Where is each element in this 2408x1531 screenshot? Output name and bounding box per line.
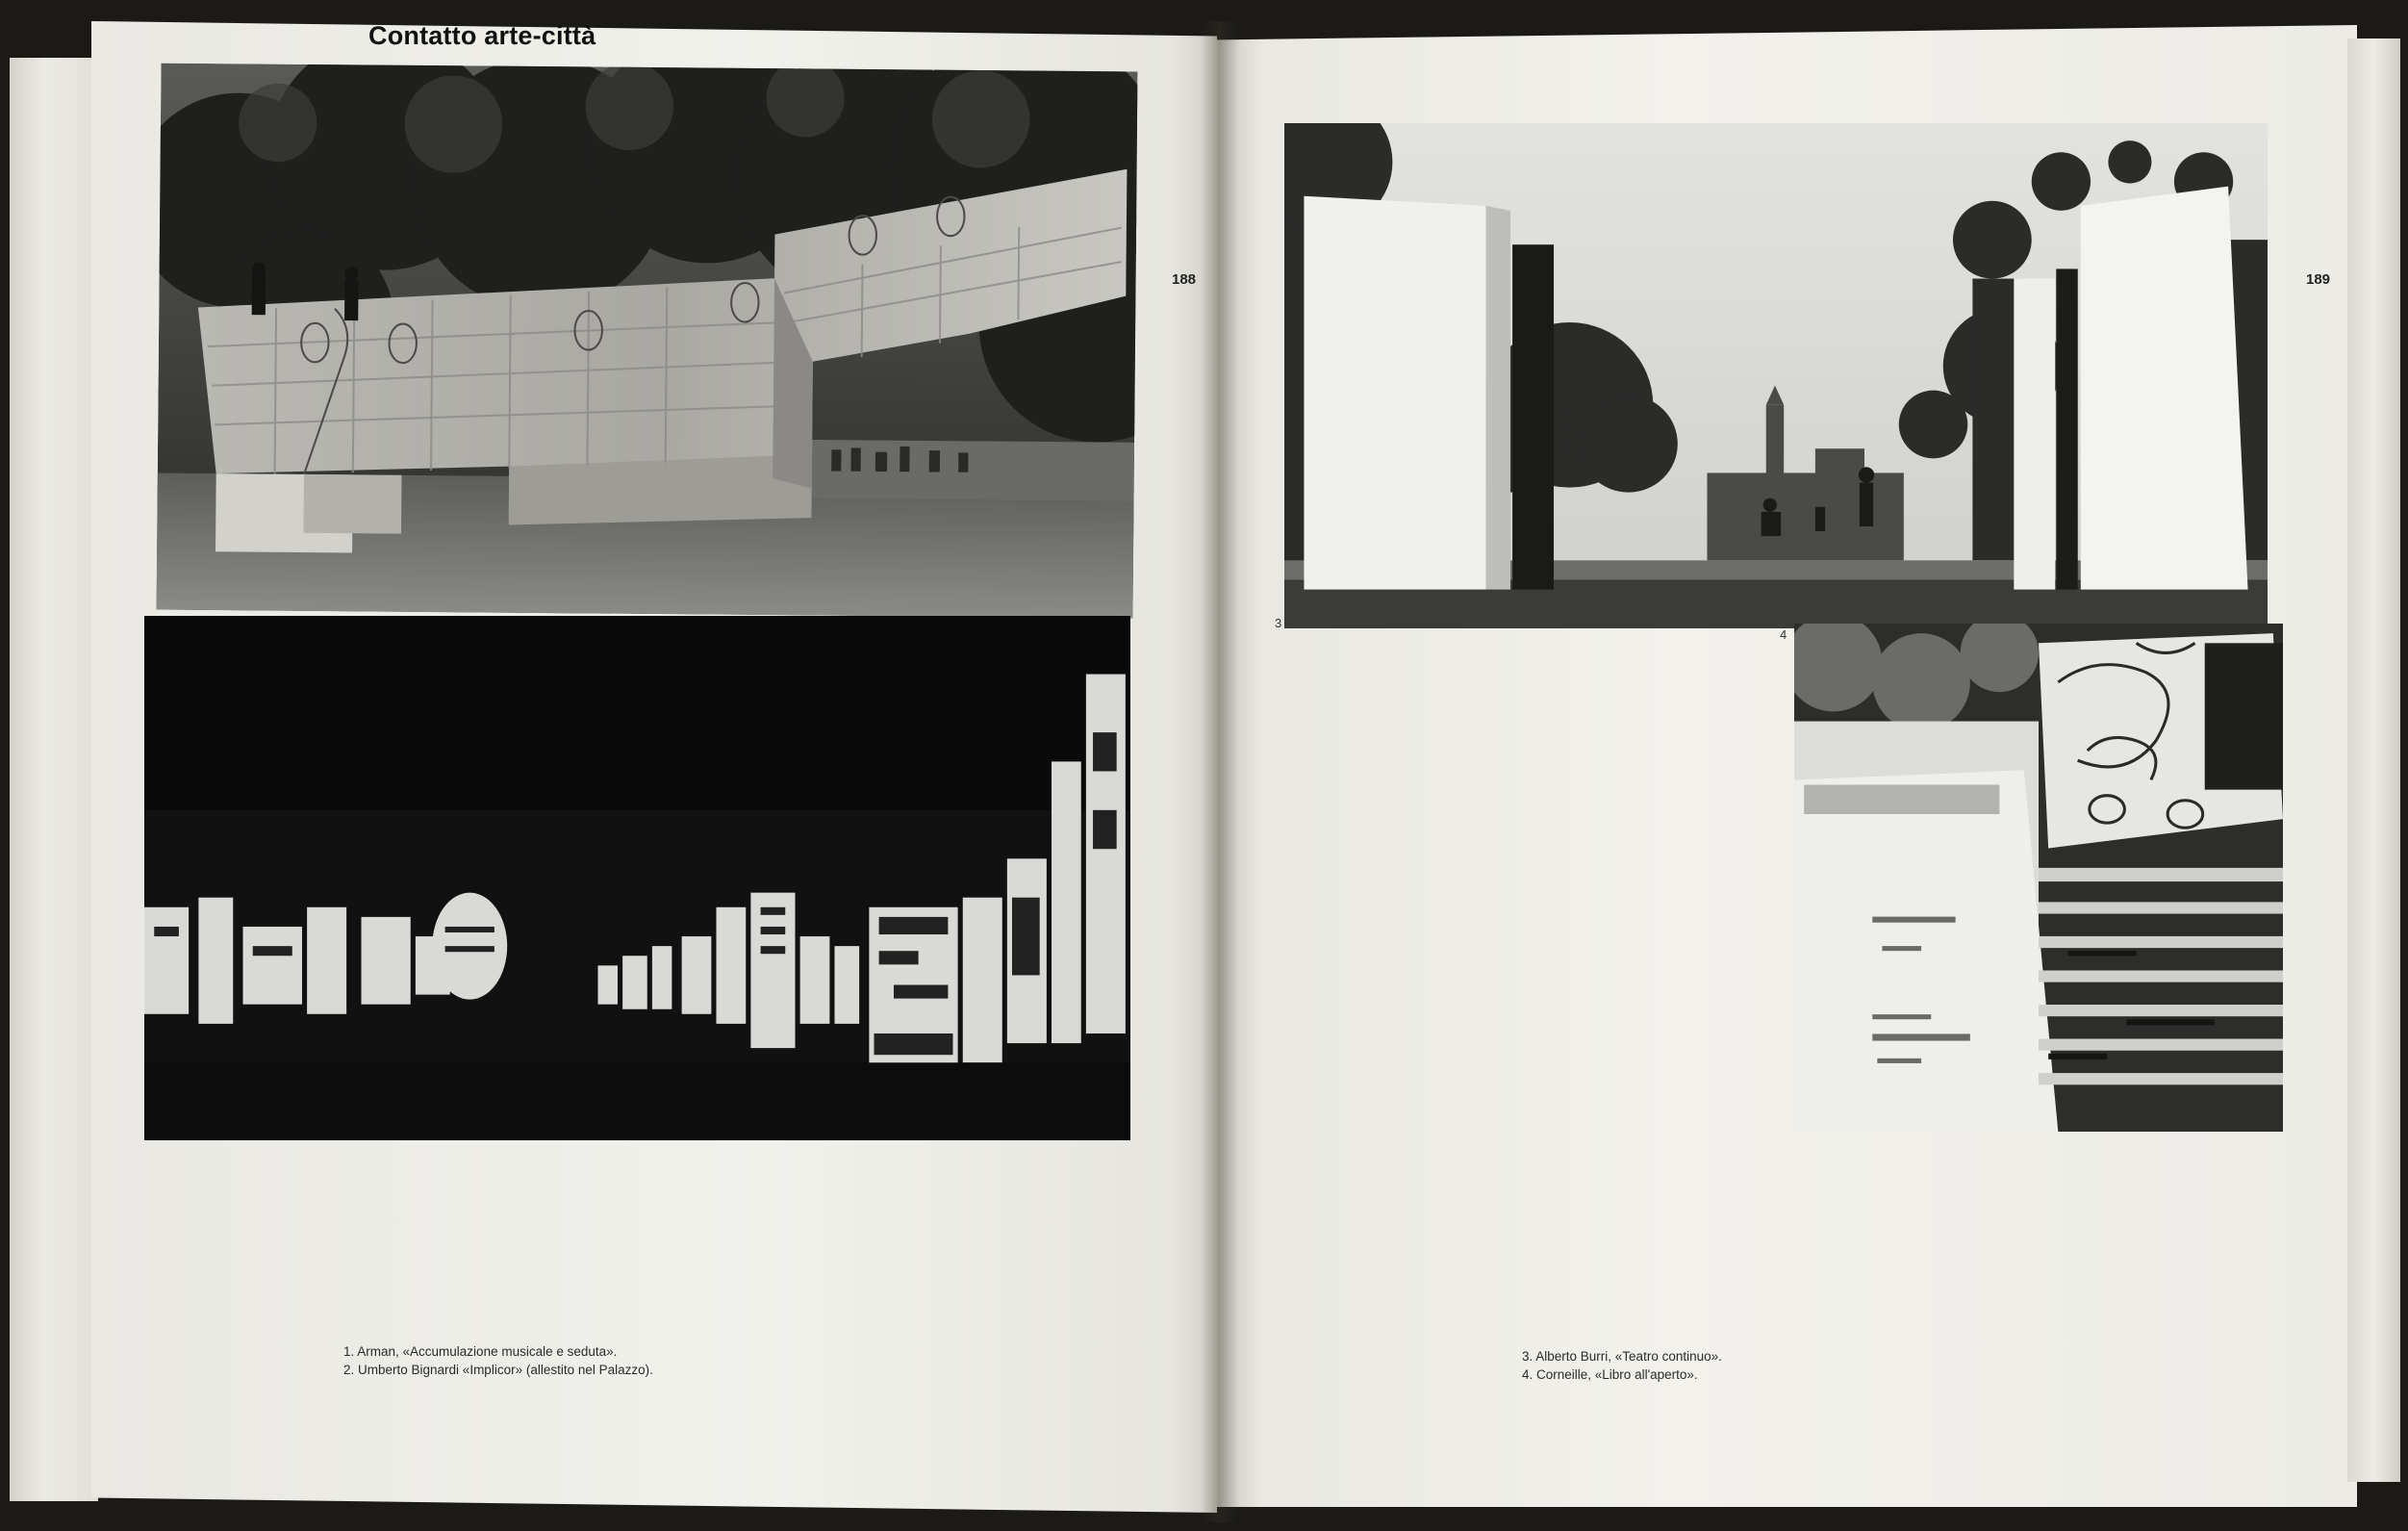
left-page-edge xyxy=(10,58,98,1501)
page-number-right: 189 xyxy=(2306,271,2331,288)
caption-right xyxy=(1522,1347,1722,1384)
photo-corneille-libro-aperto xyxy=(1794,624,2283,1132)
caption-3: 3. Alberto Burri, «Teatro continuo». xyxy=(1522,1349,1722,1364)
plate-number-4: 4 xyxy=(1780,627,1787,642)
page-number-left: 188 xyxy=(1172,271,1197,288)
right-page-edge xyxy=(2347,38,2400,1482)
photo-arman-accumulation xyxy=(157,64,1138,619)
caption-1: 1. Arman, «Accumulazione musicale e seduta». xyxy=(343,1344,618,1359)
photo-burri-teatro-continuo xyxy=(1284,123,2268,628)
photo-bignardi-implicor xyxy=(144,616,1130,1140)
caption-left xyxy=(343,1342,653,1379)
caption-2: 2. Umberto Bignardi «Implicor» (allestito nel Palazzo). xyxy=(343,1363,653,1377)
book-gutter xyxy=(1201,21,1239,1522)
caption-4: 4. Corneille, «Libro all'aperto». xyxy=(1522,1367,1698,1382)
running-head: Contatto arte-città xyxy=(368,21,596,50)
plate-number-3: 3 xyxy=(1275,616,1282,630)
